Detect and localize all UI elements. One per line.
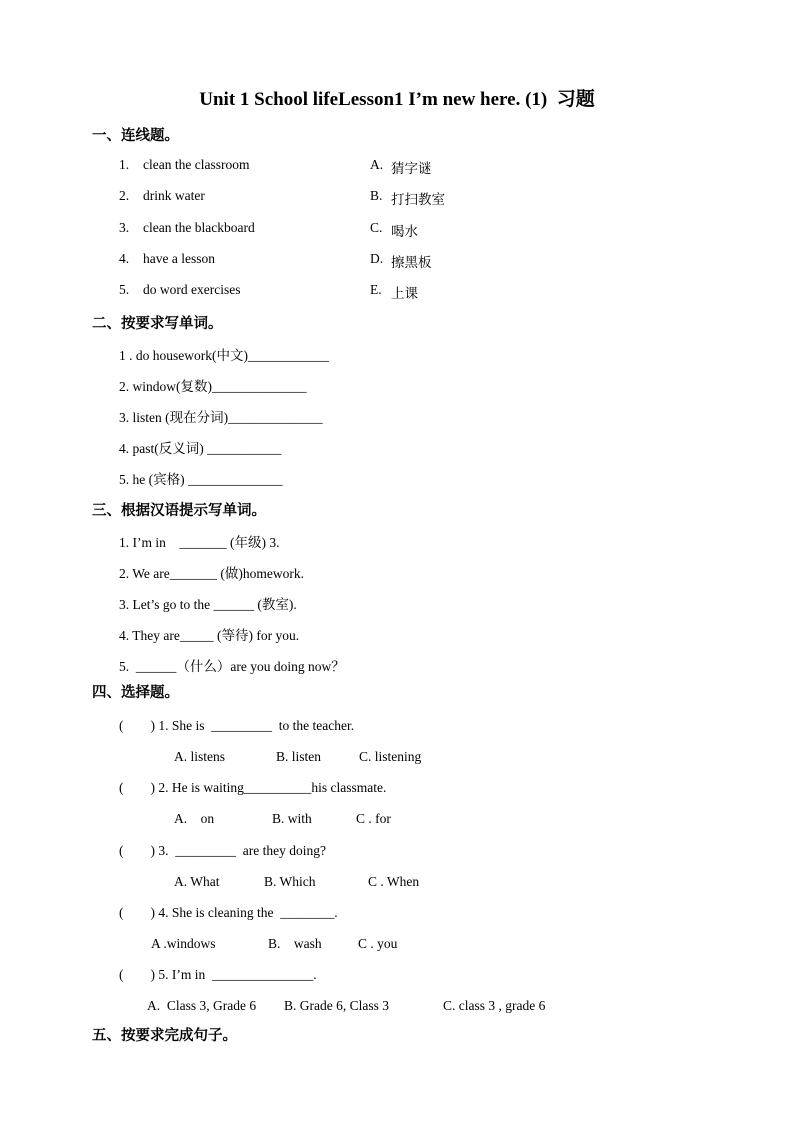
fill-item: 3. Let’s go to the ______ (教室). [119,597,297,612]
match-left-phrase: drink water [143,188,205,203]
match-left-phrase: do word exercises [143,282,241,297]
match-left-num: 2. [119,188,130,203]
choice-option: B. wash [268,936,322,951]
fill-item: 1. I’m in _______ (年级) 3. [119,535,280,550]
choice-option: A .windows [151,936,216,951]
choice-question: ( ) 4. She is cleaning the ________. [119,905,338,920]
choice-question: ( ) 5. I’m in _______________. [119,967,317,982]
section3-heading: 三、根据汉语提示写单词。 [92,503,266,519]
match-right-meaning: 擦黑板 [391,255,432,270]
section5-heading: 五、按要求完成句子。 [92,1028,237,1044]
choice-option: C . for [356,811,391,826]
choice-option: A. What [174,874,220,889]
match-right-letter: C. [370,220,383,235]
choice-question: ( ) 2. He is waiting__________his classmate. [119,780,387,795]
choice-option: B. Grade 6, Class 3 [284,998,389,1013]
word-item: 2. window(复数)______________ [119,379,307,394]
match-right-letter: B. [370,188,383,203]
choice-question: ( ) 3. _________ are they doing? [119,843,326,858]
match-right-meaning: 喝水 [391,224,418,239]
match-right-meaning: 打扫教室 [391,192,445,207]
choice-option: C . you [358,936,398,951]
match-right-letter: A. [370,157,384,172]
match-right-letter: D. [370,251,384,266]
choice-option: B. with [272,811,312,826]
choice-option: C. listening [359,749,422,764]
match-right-meaning: 上课 [391,286,418,301]
fill-item: 4. They are_____ (等待) for you. [119,628,300,643]
match-right-meaning: 猜字谜 [391,161,432,176]
choice-option: C. class 3 , grade 6 [443,998,546,1013]
section4-heading: 四、选择题。 [92,685,179,701]
match-right-letter: E. [370,282,382,297]
choice-option: B. listen [276,749,322,764]
match-left-phrase: clean the classroom [143,157,250,172]
word-item: 3. listen (现在分词)______________ [119,410,323,425]
section2-heading: 二、按要求写单词。 [92,316,223,332]
fill-item: 2. We are_______ (做)homework. [119,566,304,581]
match-left-phrase: clean the blackboard [143,220,255,235]
choice-option: A. Class 3, Grade 6 [147,998,257,1013]
match-left-num: 3. [119,220,130,235]
section1-heading: 一、连线题。 [92,128,179,144]
choice-option: B. Which [264,874,316,889]
match-left-phrase: have a lesson [143,251,215,266]
match-left-num: 5. [119,282,130,297]
match-left-num: 4. [119,251,130,266]
word-item: 4. past(反义词) ___________ [119,441,282,456]
page-title: Unit 1 School lifeLesson1 I’m new here. (1) 习题 [199,89,595,110]
choice-question: ( ) 1. She is _________ to the teacher. [119,718,355,733]
word-item: 5. he (宾格) ______________ [119,472,283,487]
word-item: 1 . do housework(中文)____________ [119,348,329,363]
fill-item: 5. ______（什么）are you doing now？ [119,659,345,674]
choice-option: A. listens [174,749,226,764]
choice-option: C . When [368,874,420,889]
choice-option: A. on [174,811,215,826]
match-left-num: 1. [119,157,130,172]
